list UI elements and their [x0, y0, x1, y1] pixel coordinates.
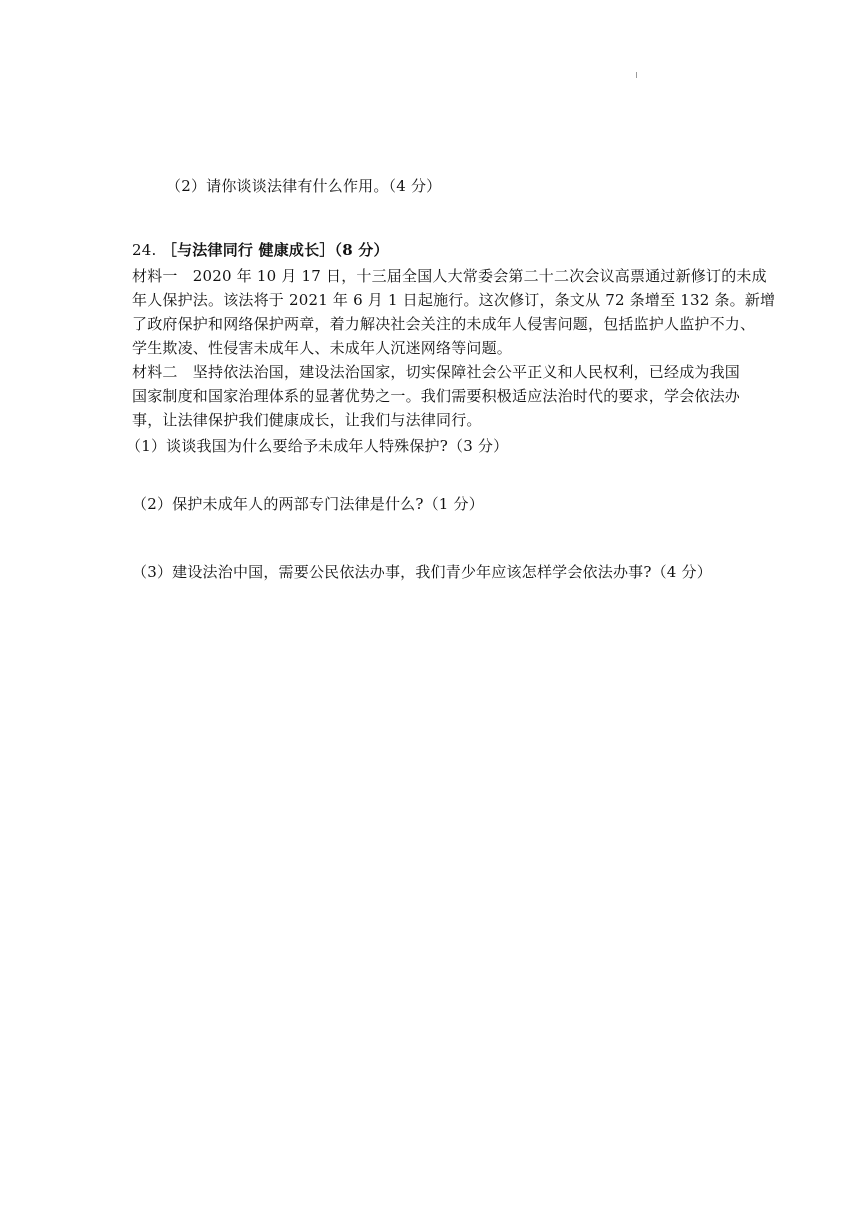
material1-line: 学生欺凌、性侵害未成年人、未成年人沉迷网络等问题。 [132, 339, 513, 357]
material2-line: 事，让法律保护我们健康成长，让我们与法律同行。 [132, 411, 482, 429]
material2-line: 材料二 坚持依法治国，建设法治国家，切实保障社会公平正义和人民权利，已经成为我国 [132, 363, 741, 381]
question-title: ［与法律同行 健康成长］（8 分） [161, 241, 389, 259]
sub-question-3: （3）建设法治中国，需要公民依法办事，我们青少年应该怎样学会依法办事?（4 分） [132, 563, 712, 581]
material1-line: 年人保护法。该法将于 2021 年 6 月 1 日起施行。这次修订，条文从 72 条增至 132 条。新增 [132, 291, 776, 309]
question-number: 24. [132, 241, 157, 259]
material1-line: 材料一 2020 年 10 月 17 日，十三届全国人大常委会第二十二次会议高票通过新修订的未成 [132, 267, 767, 285]
sub-question-2: （2）保护未成年人的两部专门法律是什么?（1 分） [132, 495, 484, 513]
material1-line: 了政府保护和网络保护两章，着力解决社会关注的未成年人侵害问题，包括监护人监护不力、 [132, 315, 756, 333]
sub-question-1: （1）谈谈我国为什么要给予未成年人特殊保护?（3 分） [126, 437, 509, 455]
question-24-heading [132, 240, 389, 260]
previous-question-part2: （2）请你谈谈法律有什么作用。（4 分） [166, 177, 442, 195]
scan-mark [636, 72, 637, 78]
material2-line: 国家制度和国家治理体系的显著优势之一。我们需要积极适应法治时代的要求，学会依法办 [132, 387, 741, 405]
